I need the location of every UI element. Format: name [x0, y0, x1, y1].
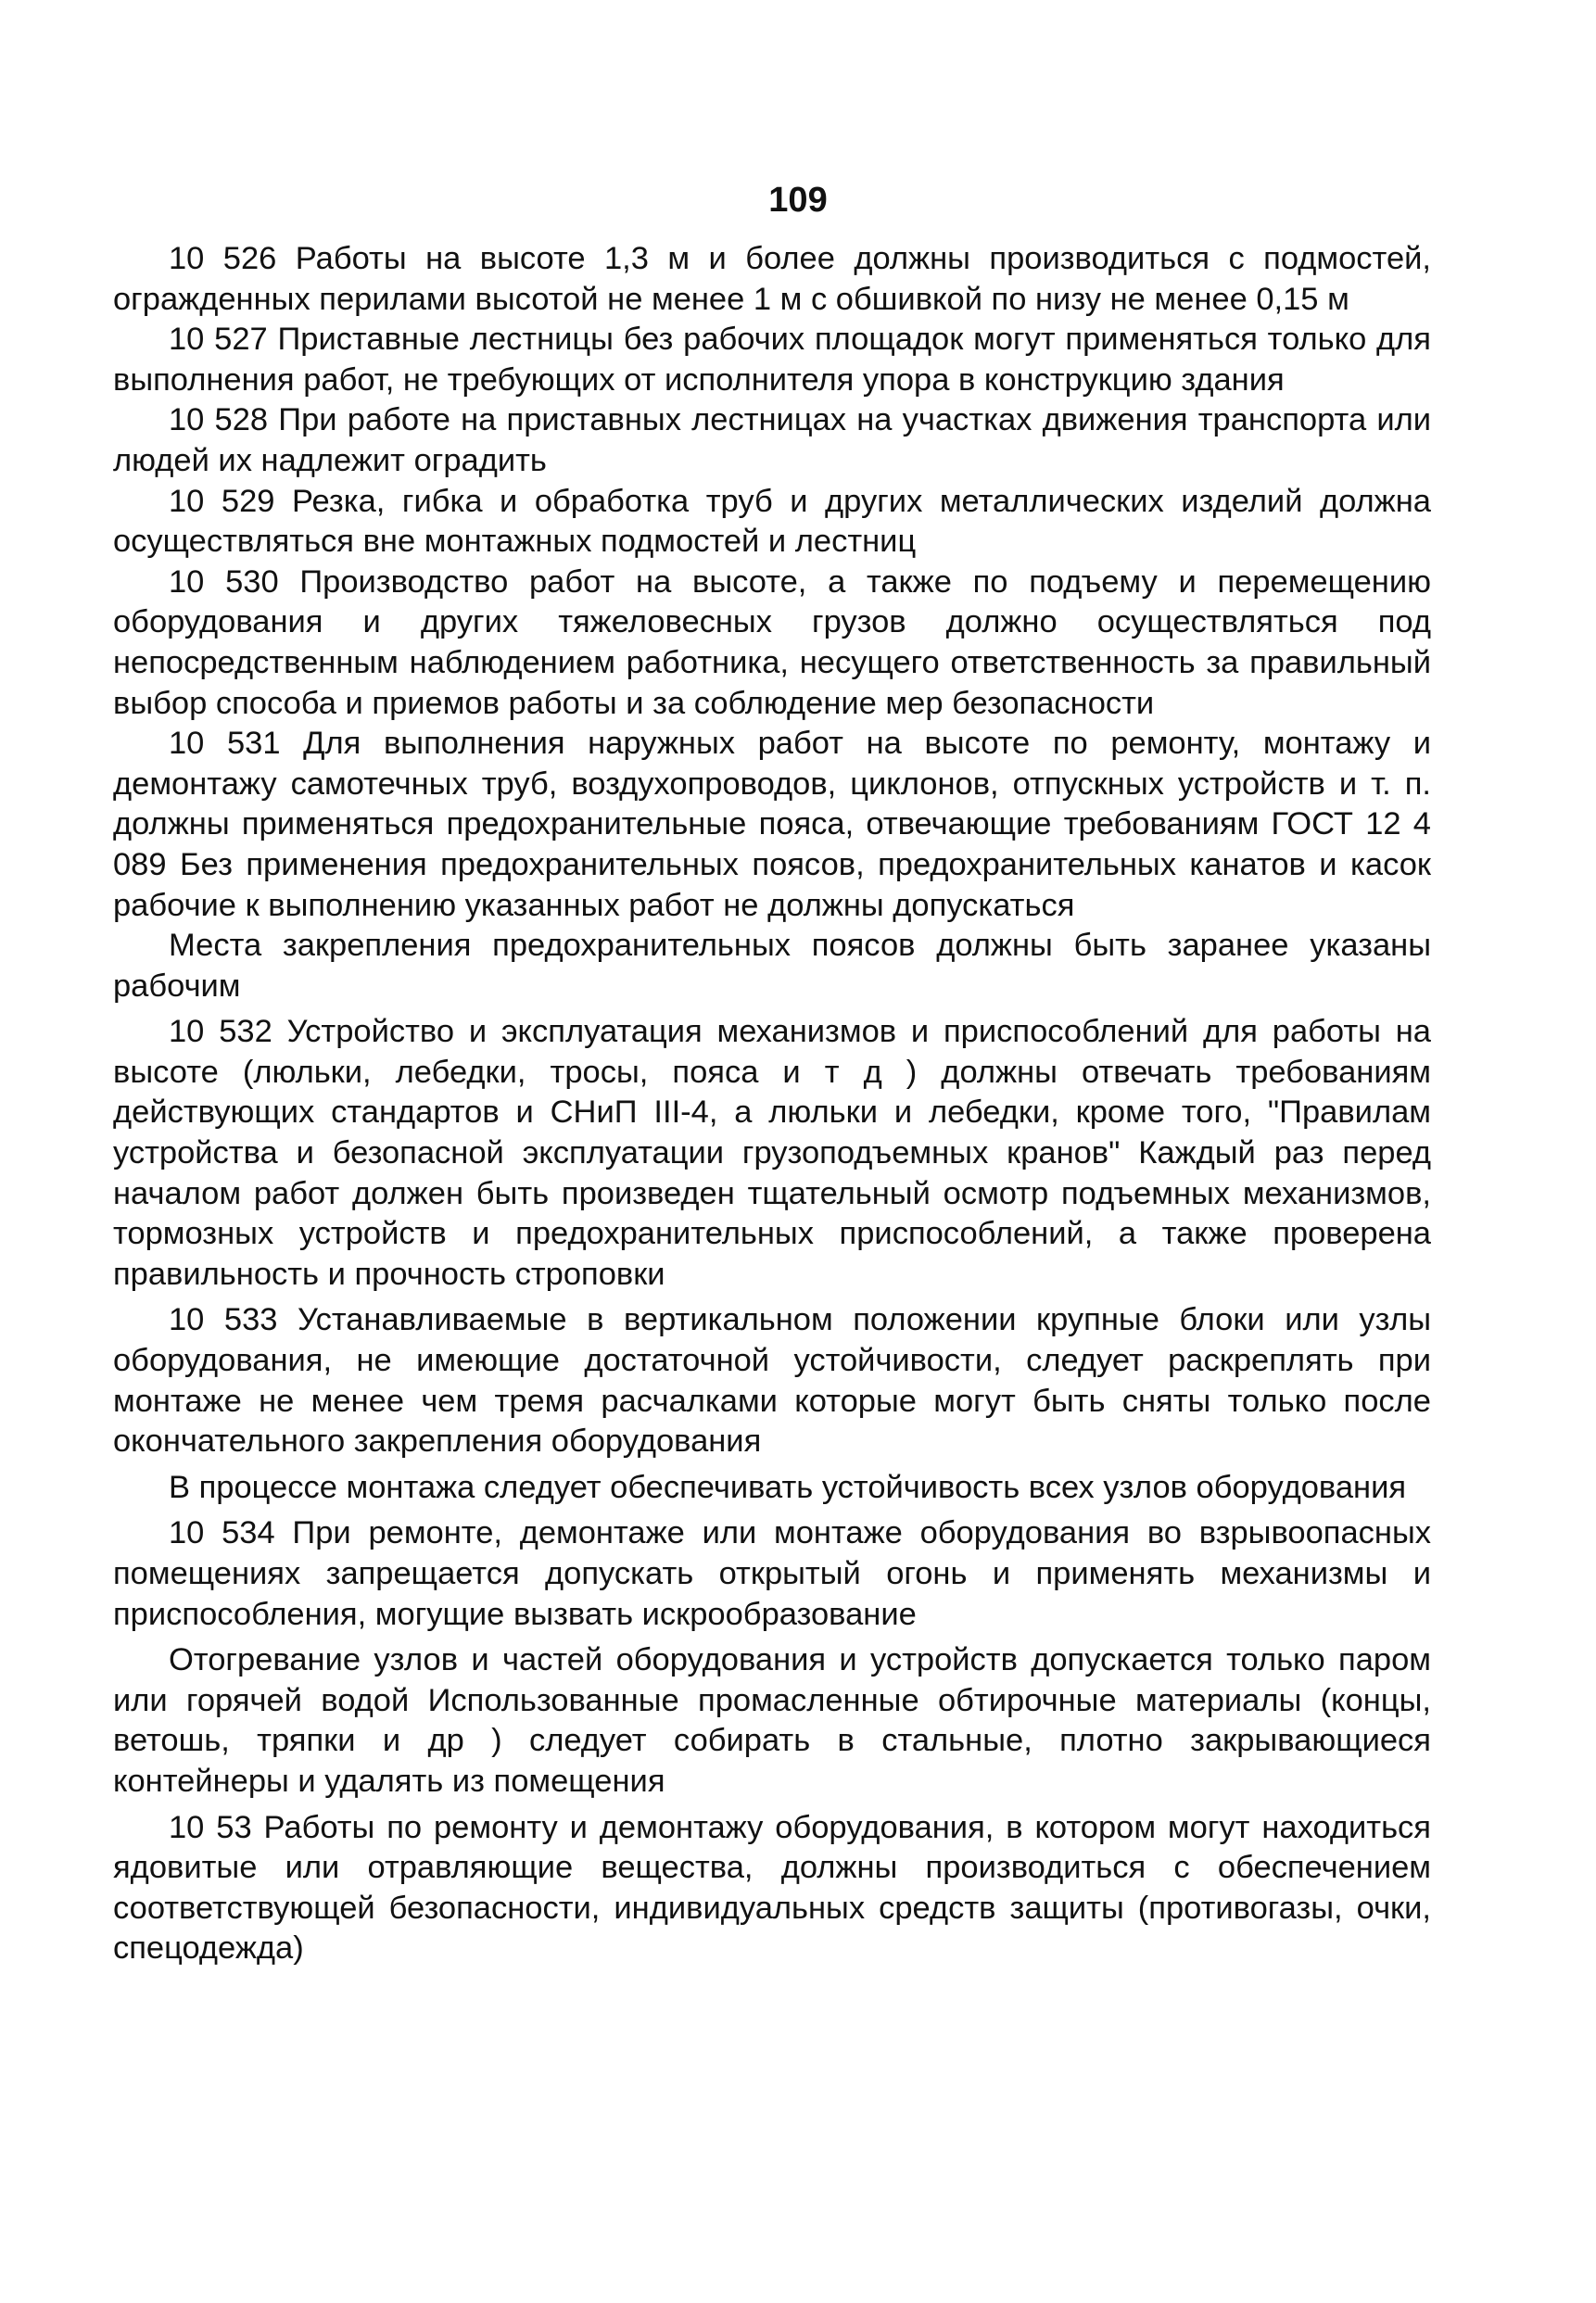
paragraph-10-526: 10 526 Работы на высоте 1,3 м и более должны производиться с подмостей, огражденных перилами высотой не менее 1 м с обшивкой по низу не менее 0,15 м [113, 241, 1431, 317]
paragraph-heating: Отогревание узлов и частей оборудования и устройств допускается только паром или горячей водой Использованные промасленные обтирочные материалы (концы, ветошь, тряпки и др ) следует собирать в стальные, плотно закрывающиеся контейнеры и удалять из помещения [113, 1642, 1431, 1799]
page-number: 109 [768, 181, 828, 220]
paragraph-10-533: 10 533 Устанавливаемые в вертикальном положении крупные блоки или узлы оборудования, не имеющие достаточной устойчивости, следует раскреплять при монтаже не менее чем тремя расчалками которые могут быть сняты только после окончательного закрепления оборудования [113, 1302, 1431, 1460]
paragraph-10-527: 10 527 Приставные лестницы без рабочих площадок могут применяться только для выполнения работ, не требующих от исполнителя упора в конструкцию здания [113, 322, 1431, 398]
document-body [113, 239, 1431, 1969]
paragraph-10-53: 10 53 Работы по ремонту и демонтажу оборудования, в котором могут находиться ядовитые или отравляющие вещества, должны производиться с обеспечением соответствующей безопасности, индивидуальных средств защиты (противогазы, очки, спецодежда) [113, 1809, 1431, 1967]
paragraph-belt-attachment: Места закрепления предохранительных поясов должны быть заранее указаны рабочим [113, 928, 1431, 1004]
paragraph-10-529: 10 529 Резка, гибка и обработка труб и других металлических изделий должна осуществляться вне монтажных подмостей и лестниц [113, 483, 1431, 560]
paragraph-10-531: 10 531 Для выполнения наружных работ на высоте по ремонту, монтажу и демонтажу самотечных труб, воздухопроводов, циклонов, отпускных устройств и т. п. должны применяться предохранительные пояса, отвечающие требованиям ГОСТ 12 4 089 Без применения предохранительных поясов, предохранительных канатов и касок рабочие к выполнению указанных работ не должны допускаться [113, 726, 1431, 923]
paragraph-10-530: 10 530 Производство работ на высоте, а также по подъему и перемещению оборудования и других тяжеловесных грузов должно осуществляться под непосредственным наблюдением работника, несущего ответственность за правильный выбор способа и приемов работы и за соблюдение мер безопасности [113, 563, 1431, 721]
paragraph-10-532: 10 532 Устройство и эксплуатация механизмов и приспособлений для работы на высоте (люльки, лебедки, тросы, пояса и т д ) должны отвечать требованиям действующих стандартов и СНиП III-4, а люльки и лебедки, кроме того, "Правилам устройства и безопасной эксплуатации грузоподъемных кранов" Каждый раз перед началом работ должен быть произведен тщательный осмотр подъемных механизмов, тормозных устройств и предохранительных приспособлений, а также проверена правильность и прочность строповки [113, 1014, 1431, 1292]
paragraph-10-534: 10 534 При ремонте, демонтаже или монтаже оборудования во взрывоопасных помещениях запрещается допускать открытый огонь и применять механизмы и приспособления, могущие вызвать искрообразование [113, 1515, 1431, 1632]
paragraph-assembly-stability: В процессе монтажа следует обеспечивать устойчивость всех узлов оборудования [169, 1469, 1407, 1505]
paragraph-10-528: 10 528 При работе на приставных лестницах на участках движения транспорта или людей их надлежит оградить [113, 402, 1431, 478]
